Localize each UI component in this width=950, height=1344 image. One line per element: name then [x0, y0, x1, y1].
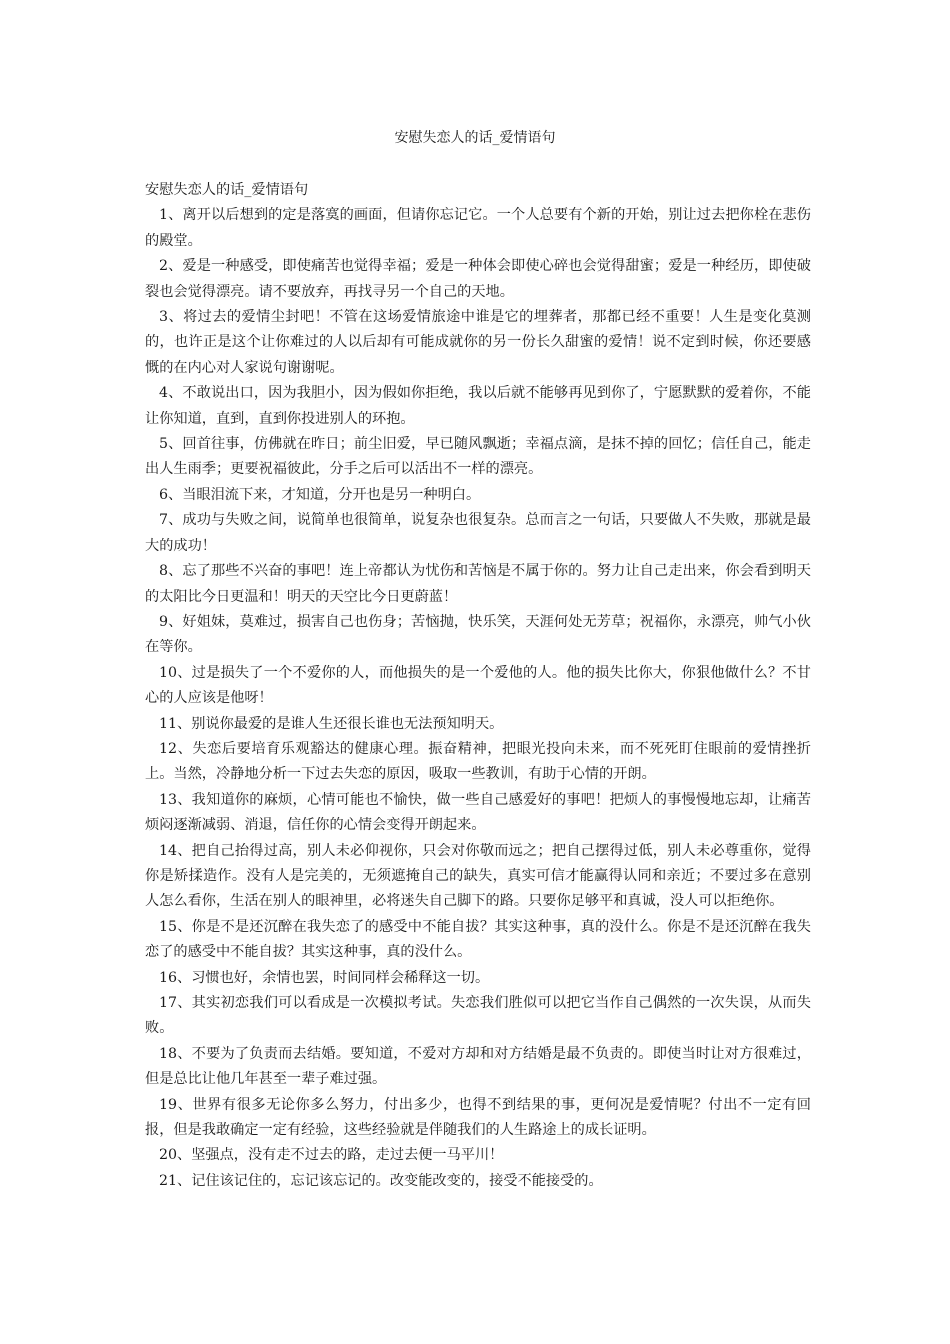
list-item: 3、将过去的爱情尘封吧！不管在这场爱情旅途中谁是它的埋葬者，那都已经不重要！人生是变化莫测的，也许正是这个让你难过的人以后却有可能成就你的另一份长久甜蜜的爱情！说不定到时候，你还要感慨的在内心对人家说句谢谢呢。 [145, 309, 811, 376]
list-item: 12、失恋后要培育乐观豁达的健康心理。振奋精神，把眼光投向未来，而不死死盯住眼前的爱情挫折上。当然，冷静地分析一下过去失恋的原因，吸取一些教训，有助于心情的开朗。 [145, 740, 811, 783]
quote-list [145, 203, 811, 1194]
document-body [145, 178, 811, 1194]
list-item: 18、不要为了负责而去结婚。要知道，不爱对方却和对方结婚是最不负责的。即使当时让对方很难过，但是总比让他几年甚至一辈子难过强。 [145, 1045, 811, 1088]
list-item: 7、成功与失败之间，说简单也很简单，说复杂也很复杂。总而言之一句话，只要做人不失败，那就是最大的成功！ [145, 512, 811, 554]
list-item: 17、其实初恋我们可以看成是一次模拟考试。失恋我们胜似可以把它当作自己偶然的一次失误，从而失败。 [145, 995, 811, 1037]
list-item: 19、世界有很多无论你多么努力，付出多少，也得不到结果的事，更何况是爱情呢？付出不一定有回报，但是我敢确定一定有经验，这些经验就是伴随我们的人生路途上的成长证明。 [145, 1096, 811, 1139]
list-item: 4、不敢说出口，因为我胆小，因为假如你拒绝，我以后就不能够再见到你了，宁愿默默的爱着你，不能让你知道，直到，直到你投进别人的环抱。 [145, 385, 811, 427]
list-item: 10、过是损失了一个不爱你的人，而他损失的是一个爱他的人。他的损失比你大，你狠他做什么？不甘心的人应该是他呀！ [145, 664, 811, 707]
list-item: 2、爱是一种感受，即使痛苦也觉得幸福；爱是一种体会即使心碎也会觉得甜蜜；爱是一种经历，即使破裂也会觉得漂亮。请不要放弃，再找寻另一个自己的天地。 [145, 258, 811, 300]
list-item: 1、离开以后想到的定是落寞的画面，但请你忘记它。一个人总要有个新的开始，别让过去把你栓在悲伤的殿堂。 [145, 207, 811, 249]
list-item: 14、把自己抬得过高，别人未必仰视你，只会对你敬而远之；把自己摆得过低，别人未必尊重你，觉得你是矫揉造作。没有人是完美的，无须遮掩自己的缺失，真实可信才能赢得认同和亲近；不要过多在意别人怎么看你，生活在别人的眼神里，必将迷失自己脚下的路。只要你足够平和真诚，没人可以拒绝你。 [145, 842, 811, 910]
list-item: 16、习惯也好，余情也罢，时间同样会稀释这一切。 [159, 969, 490, 986]
list-item: 11、别说你最爱的是谁人生还很长谁也无法预知明天。 [159, 715, 504, 732]
list-item: 13、我知道你的麻烦，心情可能也不愉快，做一些自己感爱好的事吧！把烦人的事慢慢地忘却，让痛苦烦闷逐渐减弱、消退，信任你的心情会变得开朗起来。 [145, 791, 811, 834]
list-item: 21、记住该记住的，忘记该忘记的。改变能改变的，接受不能接受的。 [159, 1172, 603, 1189]
list-item: 9、好姐妹，莫难过，损害自己也伤身；苦恼抛，快乐笑，天涯何处无芳草；祝福你，永漂亮，帅气小伙在等你。 [145, 613, 811, 656]
document-title: 安慰失恋人的话_爱情语句 [394, 130, 556, 146]
list-item: 5、回首往事，仿佛就在昨日；前尘旧爱，早已随风飘逝；幸福点滴，是抹不掉的回忆；信任自己，能走出人生雨季；更要祝福彼此，分手之后可以活出不一样的漂亮。 [145, 436, 811, 478]
list-item: 20、坚强点，没有走不过去的路，走过去便一马平川！ [159, 1147, 504, 1164]
list-item: 8、忘了那些不兴奋的事吧！连上帝都认为忧伤和苦恼是不属于你的。努力让自己走出来，你会看到明天的太阳比今日更温和！明天的天空比今日更蔚蓝！ [145, 563, 811, 605]
list-item: 15、你是不是还沉醉在我失恋了的感受中不能自拔？其实这种事，真的没什么。你是不是还沉醉在我失恋了的感受中不能自拔？其实这种事，真的没什么。 [145, 918, 811, 961]
list-item: 6、当眼泪流下来，才知道，分开也是另一种明白。 [159, 486, 481, 503]
document-subtitle: 安慰失恋人的话_爱情语句 [145, 182, 309, 198]
